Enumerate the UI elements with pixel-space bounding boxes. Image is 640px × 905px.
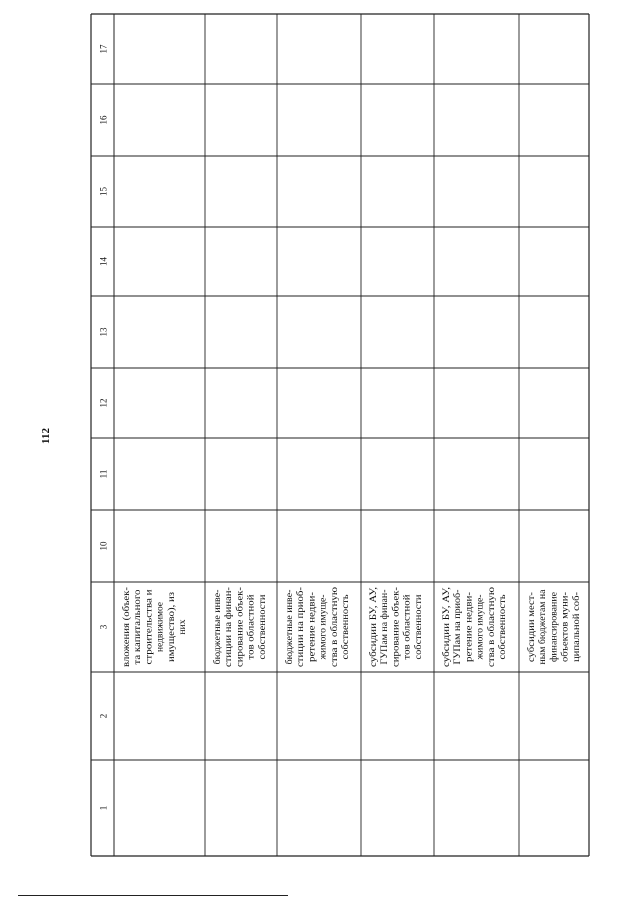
cell-text: стиции на финан-: [223, 597, 234, 667]
cell-text: собственности: [412, 602, 423, 660]
cell-text: ретение недви-: [306, 603, 317, 662]
cell-text: тов областной: [401, 604, 412, 660]
cell-text: бюджетные инве-: [212, 595, 222, 665]
table-row: [284, 587, 350, 667]
cell-text: ципальной соб-: [570, 601, 581, 662]
column-header-3: 3: [98, 624, 109, 630]
table-rows: [121, 587, 581, 667]
footnote-rule: [18, 895, 288, 896]
cell-text: сирование объек-: [390, 598, 401, 667]
cell-text: ным бюджетам на: [537, 593, 548, 665]
cell-text: финансирование: [548, 596, 559, 662]
column-header-2: 2: [98, 713, 109, 719]
cell-text: субсидии мест-: [526, 601, 536, 662]
cell-text: ретение недви-: [463, 603, 474, 662]
cell-text: сирование объек-: [234, 598, 245, 667]
column-header-17: 17: [98, 44, 109, 54]
column-header-11: 11: [98, 469, 109, 479]
cell-text: та капитального: [132, 601, 143, 665]
table-row: [368, 587, 423, 667]
column-headers: [99, 44, 109, 810]
table-row: [212, 587, 267, 667]
cell-text: бюджетные инве-: [284, 595, 294, 665]
column-header-16: 16: [98, 115, 109, 125]
column-header-13: 13: [98, 327, 109, 337]
column-header-14: 14: [98, 257, 109, 266]
cell-text: имущество), из: [165, 602, 176, 662]
cell-text: жимого имуще-: [474, 597, 485, 660]
table-grid: [91, 14, 589, 856]
cell-text: собственность: [340, 602, 350, 660]
cell-text: собственности: [256, 602, 267, 660]
cell-text: вложения (объек-: [121, 598, 131, 667]
cell-text: стиции на приоб-: [295, 598, 306, 667]
cell-text: ства в областную: [328, 599, 339, 667]
cell-text: строительства и: [143, 601, 154, 665]
table-row: [121, 587, 187, 667]
cell-text: тов областной: [245, 604, 256, 660]
cell-text: субсидии БУ, АУ,: [441, 600, 451, 667]
column-header-12: 12: [98, 398, 109, 408]
column-header-15: 15: [98, 187, 109, 196]
column-header-1: 1: [98, 805, 109, 811]
cell-text: ГУПам на финан-: [379, 594, 390, 665]
cell-text: недвижимое: [154, 603, 165, 652]
cell-text: объектов муни-: [559, 601, 570, 662]
cell-text: них: [177, 620, 187, 635]
cell-text: собственность: [497, 602, 507, 660]
page-number: 112: [40, 428, 52, 444]
column-header-10: 10: [98, 541, 109, 551]
cell-text: жимого имуще-: [317, 597, 328, 660]
cell-text: субсидии БУ, АУ,: [368, 600, 378, 667]
cell-text: ства в областную: [485, 599, 496, 667]
cell-text: ГУПам на приоб-: [452, 595, 463, 665]
table-row: [441, 587, 507, 667]
table-row: [526, 590, 581, 665]
